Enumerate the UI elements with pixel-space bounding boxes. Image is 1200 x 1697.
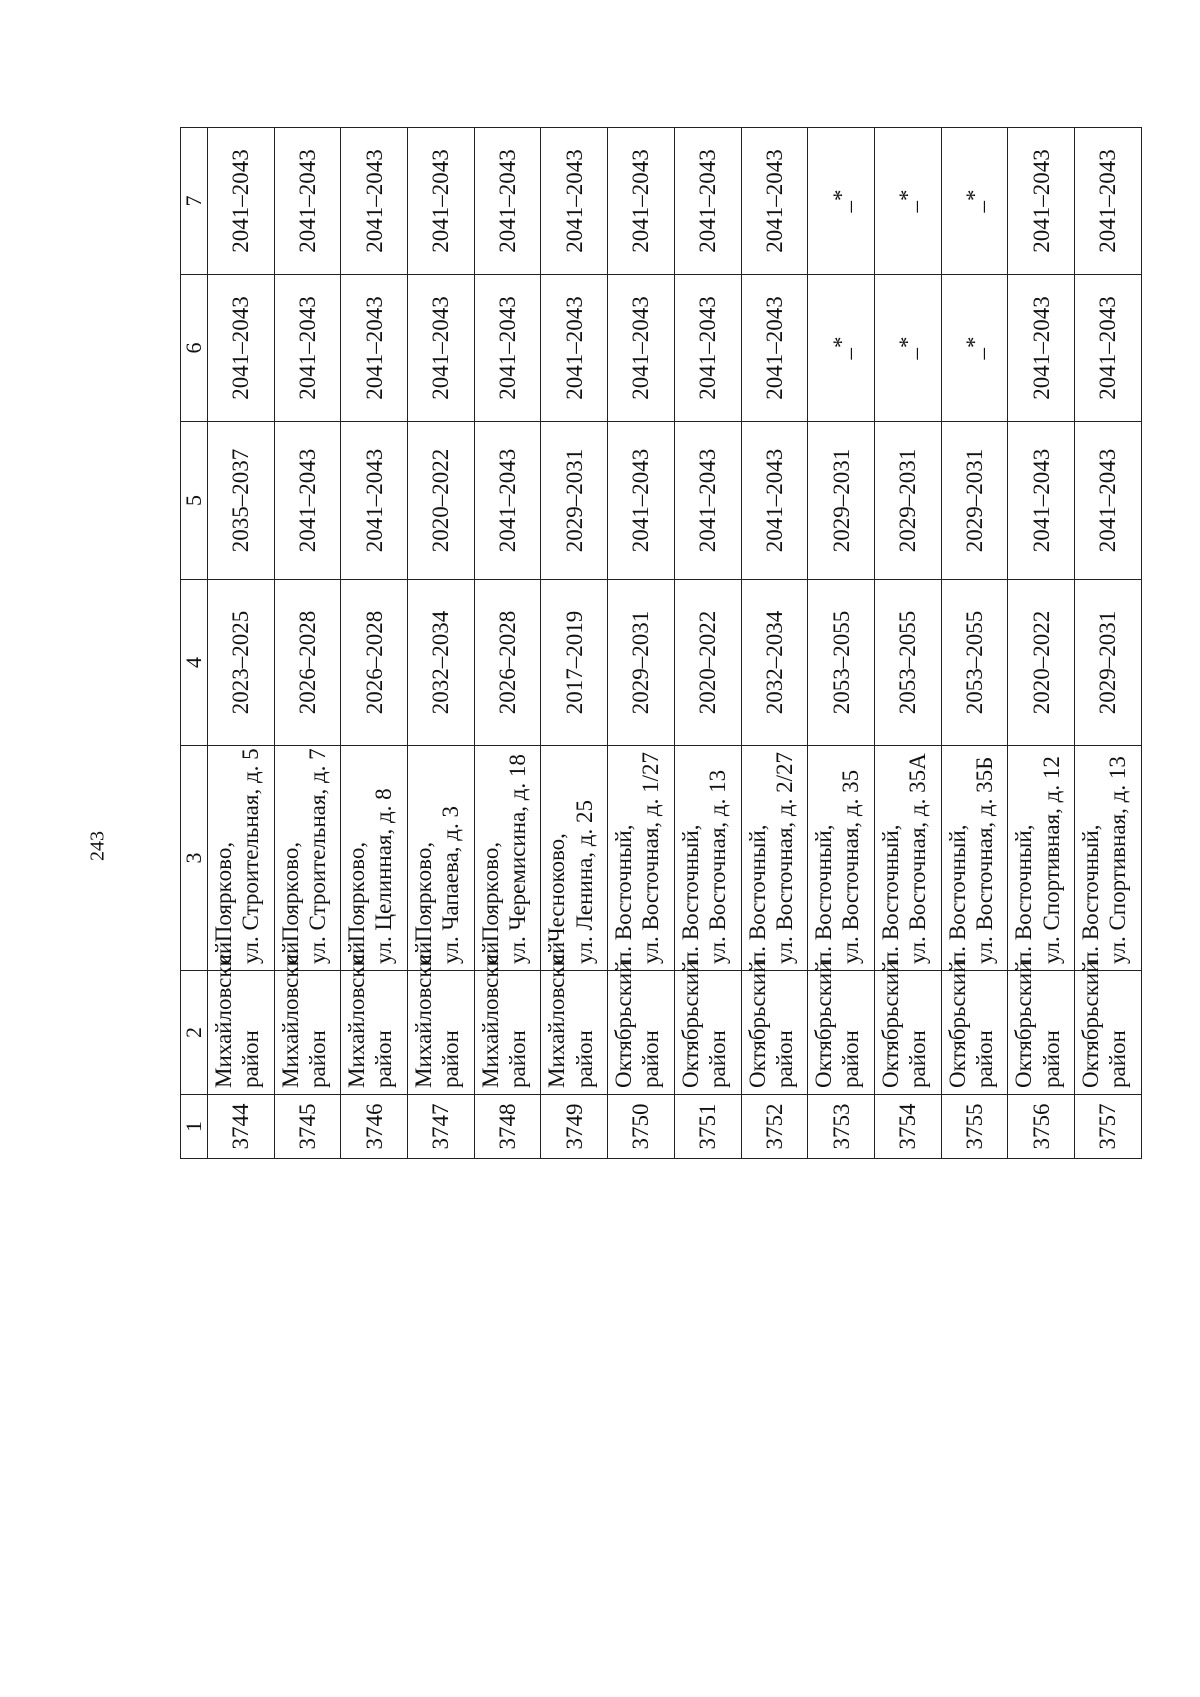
period-col-4: 2026–2028	[474, 580, 541, 746]
table-row	[1008, 128, 1075, 1159]
district-name: Михайловский	[544, 941, 570, 1088]
district-suffix: район	[971, 1030, 997, 1088]
period-col-4: 2029–2031	[608, 580, 675, 746]
district-suffix: район	[638, 1030, 664, 1088]
address-street: ул. Ленина, д. 25	[571, 800, 597, 964]
address-cell	[408, 746, 475, 971]
district-cell	[474, 941, 541, 1095]
address-street: ул. Восточная, д. 35А	[905, 753, 931, 964]
district-cell	[941, 960, 1008, 1095]
address-cell	[541, 746, 608, 971]
period-col-7: 2041–2043	[207, 128, 274, 275]
period-col-4: 2026–2028	[274, 580, 341, 746]
table-row	[874, 128, 941, 1159]
address-cell	[207, 746, 274, 971]
period-col-4: 2029–2031	[1075, 580, 1142, 746]
period-col-7: 2041–2043	[341, 128, 408, 275]
address-street: ул. Строительная, д. 5	[238, 748, 264, 964]
row-number: 3753	[808, 1095, 875, 1159]
row-number: 3744	[207, 1095, 274, 1159]
district-cell	[1008, 960, 1075, 1095]
address-locality: п. Восточный,	[944, 824, 970, 964]
schedule-table-wrapper	[180, 128, 1142, 1159]
address-cell	[874, 746, 941, 971]
address-locality: с. Пояркoво,	[210, 841, 236, 964]
table-body	[207, 128, 1141, 1159]
period-col-6: 2041–2043	[608, 275, 675, 422]
period-col-6: 2041–2043	[1008, 275, 1075, 422]
period-col-5: 2041–2043	[1008, 422, 1075, 580]
row-number: 3750	[608, 1095, 675, 1159]
district-name: Октябрьский	[877, 960, 903, 1088]
period-col-7: 2041–2043	[474, 128, 541, 275]
period-col-7: 2041–2043	[408, 128, 475, 275]
period-col-7: 2041–2043	[1075, 128, 1142, 275]
period-col-6: _*	[808, 275, 875, 422]
address-locality: п. Восточный,	[1011, 824, 1037, 964]
address-street: ул. Строительная, д. 7	[304, 748, 330, 964]
row-number: 3746	[341, 1095, 408, 1159]
table-row	[808, 128, 875, 1159]
table-row	[741, 128, 808, 1159]
period-col-5: 2035–2037	[207, 422, 274, 580]
district-cell	[808, 960, 875, 1095]
period-col-6: 2041–2043	[274, 275, 341, 422]
period-col-4: 2017–2019	[541, 580, 608, 746]
address-locality: п. Восточный,	[744, 824, 770, 964]
address-street: ул. Восточная, д. 35Б	[971, 756, 997, 964]
address-street: ул. Восточная, д. 35	[838, 769, 864, 964]
period-col-5: 2029–2031	[874, 422, 941, 580]
district-suffix: район	[304, 1030, 330, 1088]
period-col-5: 2041–2043	[741, 422, 808, 580]
district-name: Октябрьский	[811, 960, 837, 1088]
address-cell	[1008, 746, 1075, 971]
period-col-6: 2041–2043	[474, 275, 541, 422]
district-name: Октябрьский	[677, 960, 703, 1088]
row-number: 3748	[474, 1095, 541, 1159]
address-locality: п. Восточный,	[811, 824, 837, 964]
period-col-4: 2032–2034	[741, 580, 808, 746]
period-col-7: 2041–2043	[608, 128, 675, 275]
address-cell	[808, 746, 875, 971]
address-cell	[608, 746, 675, 971]
period-col-7: 2041–2043	[1008, 128, 1075, 275]
period-col-6: 2041–2043	[1075, 275, 1142, 422]
district-name: Октябрьский	[744, 960, 770, 1088]
table-row	[541, 128, 608, 1159]
district-name: Октябрьский	[611, 960, 637, 1088]
address-cell	[741, 746, 808, 971]
row-number: 3756	[1008, 1095, 1075, 1159]
period-col-4: 2023–2025	[207, 580, 274, 746]
district-name: Октябрьский	[1078, 960, 1104, 1088]
address-locality: с. Пояркoво,	[344, 841, 370, 964]
table-row	[408, 128, 475, 1159]
district-name: Михайловский	[344, 941, 370, 1088]
address-cell	[1075, 746, 1142, 971]
header-col-4: 4	[181, 580, 208, 746]
district-suffix: район	[571, 1030, 597, 1088]
schedule-table	[180, 127, 1142, 1159]
period-col-5: 2041–2043	[1075, 422, 1142, 580]
address-locality: с. Пояркoво,	[277, 841, 303, 964]
address-cell	[674, 746, 741, 971]
page-number-text: 243	[86, 831, 109, 861]
row-number: 3755	[941, 1095, 1008, 1159]
district-name: Михайловский	[477, 941, 503, 1088]
table-row	[341, 128, 408, 1159]
row-number: 3747	[408, 1095, 475, 1159]
address-cell	[474, 746, 541, 971]
address-locality: п. Восточный,	[677, 824, 703, 964]
period-col-4: 2053–2055	[941, 580, 1008, 746]
row-number: 3745	[274, 1095, 341, 1159]
period-col-7: 2041–2043	[274, 128, 341, 275]
address-street: ул. Черемисина, д. 18	[504, 754, 530, 964]
address-cell	[274, 746, 341, 971]
period-col-6: 2041–2043	[341, 275, 408, 422]
district-cell	[1075, 960, 1142, 1095]
table-row	[941, 128, 1008, 1159]
period-col-6: 2041–2043	[408, 275, 475, 422]
district-suffix: район	[771, 1030, 797, 1088]
address-street: ул. Восточная, д. 1/27	[638, 752, 664, 964]
district-cell	[874, 960, 941, 1095]
period-col-5: 2020–2022	[408, 422, 475, 580]
address-street: ул. Спортивная, д. 12	[1038, 756, 1064, 964]
period-col-5: 2041–2043	[674, 422, 741, 580]
address-street: ул. Спортивная, д. 13	[1105, 756, 1131, 964]
district-suffix: район	[504, 1030, 530, 1088]
district-cell	[674, 960, 741, 1095]
period-col-6: 2041–2043	[207, 275, 274, 422]
period-col-6: 2041–2043	[741, 275, 808, 422]
district-name: Михайловский	[277, 941, 303, 1088]
address-locality: с. Пояркoво,	[477, 841, 503, 964]
period-col-7: 2041–2043	[741, 128, 808, 275]
address-locality: п. Восточный,	[877, 824, 903, 964]
address-locality: п. Восточный,	[611, 824, 637, 964]
header-col-1: 1	[181, 1095, 208, 1159]
district-cell	[741, 960, 808, 1095]
table-row	[608, 128, 675, 1159]
period-col-5: 2041–2043	[608, 422, 675, 580]
district-name: Михайловский	[411, 941, 437, 1088]
period-col-5: 2029–2031	[808, 422, 875, 580]
period-col-5: 2029–2031	[941, 422, 1008, 580]
row-number: 3749	[541, 1095, 608, 1159]
period-col-6: _*	[941, 275, 1008, 422]
header-col-5: 5	[181, 422, 208, 580]
table-row	[674, 128, 741, 1159]
period-col-7: _*	[941, 128, 1008, 275]
table-row	[207, 128, 274, 1159]
period-col-4: 2053–2055	[874, 580, 941, 746]
period-col-4: 2020–2022	[1008, 580, 1075, 746]
district-name: Октябрьский	[944, 960, 970, 1088]
header-col-3: 3	[181, 746, 208, 971]
period-col-7: _*	[874, 128, 941, 275]
period-col-7: 2041–2043	[541, 128, 608, 275]
address-street: ул. Восточная, д. 13	[705, 769, 730, 964]
period-col-6: 2041–2043	[674, 275, 741, 422]
period-col-6: _*	[874, 275, 941, 422]
period-col-4: 2026–2028	[341, 580, 408, 746]
district-suffix: район	[1038, 1030, 1064, 1088]
district-cell	[608, 960, 675, 1095]
header-col-7: 7	[181, 128, 208, 275]
district-cell	[207, 941, 274, 1095]
period-col-4: 2020–2022	[674, 580, 741, 746]
header-col-6: 6	[181, 275, 208, 422]
table-row	[274, 128, 341, 1159]
header-col-2: 2	[181, 971, 208, 1095]
address-street: ул. Чапаева, д. 3	[438, 805, 464, 964]
period-col-4: 2032–2034	[408, 580, 475, 746]
row-number: 3752	[741, 1095, 808, 1159]
address-cell	[941, 746, 1008, 971]
district-suffix: район	[371, 1030, 397, 1088]
table-row	[474, 128, 541, 1159]
address-street: ул. Восточная, д. 2/27	[771, 752, 797, 964]
district-suffix: район	[1105, 1030, 1131, 1088]
period-col-7: _*	[808, 128, 875, 275]
row-number: 3751	[674, 1095, 741, 1159]
address-locality: с. Чесноково,	[544, 833, 570, 964]
row-number: 3754	[874, 1095, 941, 1159]
district-cell	[341, 941, 408, 1095]
district-cell	[408, 941, 475, 1095]
address-locality: с. Пояркoво,	[411, 841, 437, 964]
district-cell	[541, 941, 608, 1095]
district-name: Михайловский	[210, 941, 236, 1088]
table-row	[1075, 128, 1142, 1159]
address-cell	[341, 746, 408, 971]
address-locality: п. Восточный,	[1078, 824, 1104, 964]
district-suffix: район	[438, 1030, 464, 1088]
address-street: ул. Целинная, д. 8	[371, 788, 397, 964]
district-suffix: район	[705, 1030, 730, 1088]
district-suffix: район	[238, 1030, 264, 1088]
period-col-5: 2041–2043	[274, 422, 341, 580]
district-cell	[274, 941, 341, 1095]
district-suffix: район	[905, 1030, 931, 1088]
period-col-7: 2041–2043	[674, 128, 741, 275]
district-name: Октябрьский	[1011, 960, 1037, 1088]
district-suffix: район	[838, 1030, 864, 1088]
period-col-5: 2029–2031	[541, 422, 608, 580]
header-row	[181, 128, 208, 1159]
row-number: 3757	[1075, 1095, 1142, 1159]
period-col-6: 2041–2043	[541, 275, 608, 422]
period-col-4: 2053–2055	[808, 580, 875, 746]
period-col-5: 2041–2043	[341, 422, 408, 580]
period-col-5: 2041–2043	[474, 422, 541, 580]
